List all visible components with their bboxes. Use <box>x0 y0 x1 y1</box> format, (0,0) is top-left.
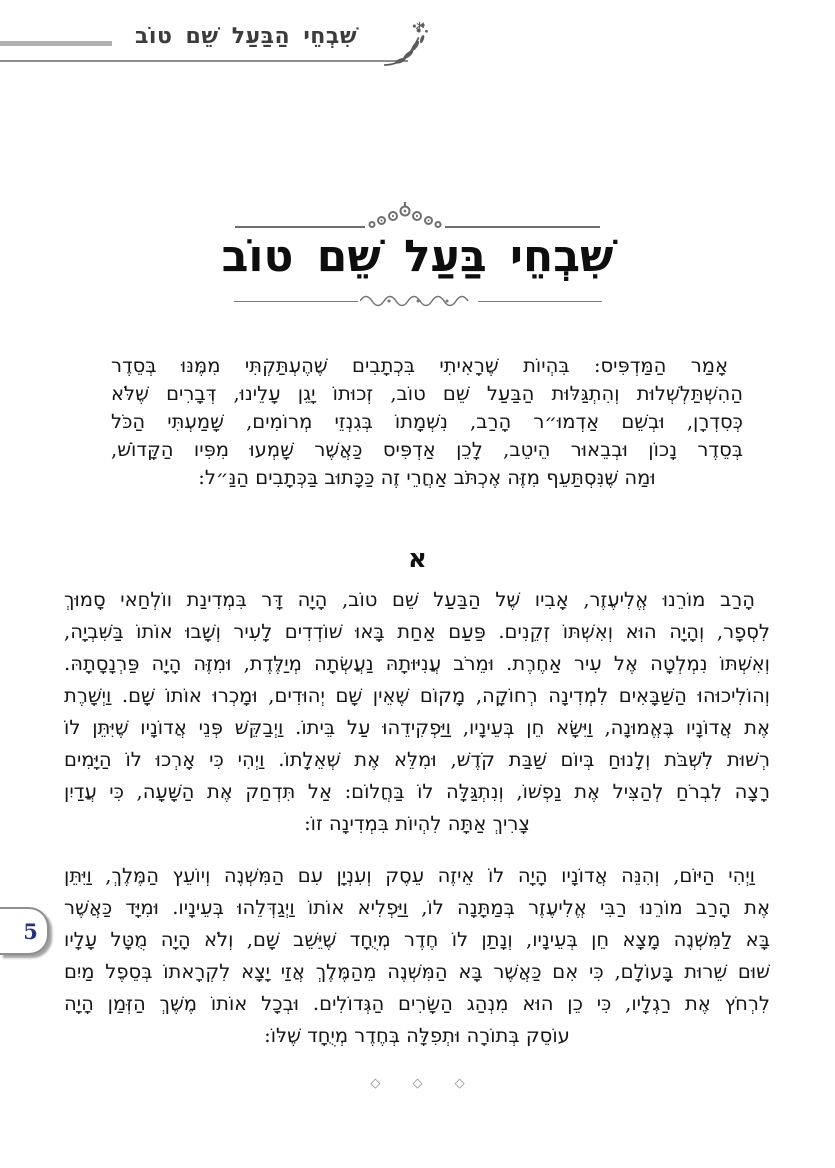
text-line: שׁוּם שֵׁרוּת בָּעוֹלָם, כִּי אִם כַּאֲשֶׁר בָּא הַמִּשְׁנֶה מֵהַמֶּלֶךְ אֲזַי יָצָא לִקְרָאתוֹ בְּסֵפֶל מַיִם <box>64 960 770 983</box>
header-left-dash <box>0 41 112 46</box>
page-number-tab <box>0 907 49 955</box>
wavy-flourish-icon <box>360 294 476 308</box>
text-line: אָמַר הַמַּדְפִּיס: בִּהְיוֹת שֶׁרָאִיתִי בִּכְתָבִים שֶׁהֶעְתַּקְתִּי מִמֶּנּוּ בְּסֵדֶר <box>111 354 728 377</box>
text-line: הָרַב מוֹרֵנוּ אֱלִיעֶזֶר, אָבִיו שֶׁל הַבַּעַל שֵׁם טוֹב, הָיָה דָּר בִּמְדִינַת ווֹלְחַאי סָמוּךְ <box>64 588 755 611</box>
title-rule-left <box>235 226 365 228</box>
text-line: כְּסִדְרָן, וּבְשֵׁם אַדְמוּ״ר הָרַב, נִשְׁמָתוֹ בְּגִנְזֵי מְרוֹמִים, שָׁמַעְתִּי הַכֹּל <box>111 410 743 433</box>
text-line: הַהִשְׁתַּלְשְׁלוּת וְהִתְגַּלּוּת הַבַּעַל שֵׁם טוֹב, זְכוּתוֹ יָגֵן עָלֵינוּ, דְּבָרִים שֶׁלֹּא <box>111 382 743 405</box>
text-line: בְּסֵדֶר נָכוֹן וּבְבֵאוּר הֵיטֵב, לָכֵן אַדְפִּיס כַּאֲשֶׁר שָׁמְעוּ מִפִּיו הַקָּדוֹשׁ, <box>111 438 743 461</box>
section-marker: א <box>408 544 427 574</box>
header-rule <box>0 60 408 62</box>
title-rule-right <box>445 226 600 228</box>
scrollwork-crown-icon <box>367 202 443 230</box>
text-line: וְהוֹלִיכוּהוּ הַשַּׁבָּאִים לִמְדִינָה רְחוֹקָה, מָקוֹם שֶׁאֵין שָׁם יְהוּדִים, וּמָכְרוּ אוֹתוֹ שָׁם. וַיְשָׁרֶת <box>64 684 770 707</box>
floral-sprig-icon <box>384 20 436 72</box>
title-bottom-rule-row <box>0 293 835 309</box>
text-line: בָּא לַמִּשְׁנֶה מָצָא חֵן בְּעֵינָיו, וְנָתַן לוֹ חֶדֶר מְיֻחָד שֶׁיֵּשֵׁב שָׁם, וְלֹא הָיָה מֻטָּל עָלָיו <box>64 928 770 951</box>
footer-diamonds-icon: ◇ ◇ ◇ <box>370 1076 479 1091</box>
text-line: וְאִשְׁתּוֹ נִמְלְטָה אֶל עִיר אַחֶרֶת. וּמֵרֹב עֲנִיּוּתָהּ נַעֲשְׂתָה מְיַלֶּדֶת, וּמִזֶּה הָיָה פַּרְנָסָתָהּ. <box>64 652 770 675</box>
text-line: אֶת אֲדוֹנָיו בֶּאֱמוּנָה, וַיִּשָּׂא חֵן בְּעֵינָיו, וַיַּפְקִידֵהוּ עַל בֵּיתוֹ. וַיְבַקֵּשׁ פְּנֵי אֲדוֹנָיו שֶׁיִּתֵּן לוֹ <box>64 716 770 739</box>
text-line: לִסְפָר, וְהָיָה הוּא וְאִשְׁתּוֹ זְקֵנִים. פַּעַם אַחַת בָּאוּ שׁוֹדְדִים לָעִיר וְשָׁבוּ אוֹתוֹ בַּשִּׁבְיָה, <box>64 620 770 643</box>
body-paragraph <box>64 860 770 1052</box>
title-bottom-rule-right <box>478 301 602 302</box>
page-title: שִׁבְחֵי בַּעַל שֵׁם טוֹב <box>221 231 614 282</box>
body-paragraph <box>64 584 770 840</box>
text-line: לִרְחֹץ אֶת רַגְלָיו, כִּי כֵן הוּא מִנְהַג הַשָּׂרִים הַגְּדוֹלִים. וּבְכָל אוֹתוֹ מֶשֶׁךְ הַזְּמַן הָיָה <box>64 992 770 1015</box>
text-line: וּמַה שֶּׁנִּסְתַּעֵף מִזֶּה אֶכְתֹּב אַחֲרֵי זֶה כַּכָּתוּב בַּכְּתָבִים הַנַּ״ל: <box>198 466 656 489</box>
text-line: וַיְהִי הַיּוֹם, וְהִנֵּה אֲדוֹנָיו הָיָה לוֹ אֵיזֶה עֵסֶק וְעִנְיָן עִם הַמִּשְׁנֶה וְיוֹעֵץ הַמֶּלֶךְ, וַיִּתֵּן <box>64 864 755 887</box>
text-line: צָרִיךְ אַתָּה לִהְיוֹת בִּמְדִינָה זוֹ: <box>304 812 530 835</box>
text-line: אֶת הָרַב מוֹרֵנוּ רַבִּי אֱלִיעֶזֶר בְּמַתָּנָה לוֹ, וַיַּפְלִיא אוֹתוֹ וַיְגַדְּלֵהוּ בְּעֵינָיו. וּמִיָּד כַּאֲשֶׁר <box>64 896 770 919</box>
title-bottom-rule-left <box>234 301 358 302</box>
text-line: רְשׁוּת לִשְׁבֹּת וְלָנוּחַ בְּיוֹם שַׁבַּת קֹדֶשׁ, וּמִלֵּא אֶת שְׁאֵלָתוֹ. וַיְהִי כִּי אָרְכוּ לוֹ הַיָּמִים <box>64 748 770 771</box>
text-line: רָצָה לִבְרֹחַ לְהַצִּיל אֶת נַפְשׁוֹ, וְנִתְגַּלָּה לוֹ בַּחֲלוֹם: אַל תִּדְחַק אֶת הַשָּׁעָה, כִּי עֲדַיִן <box>64 780 770 803</box>
page-number: 5 <box>23 918 38 944</box>
text-line: עוֹסֵק בְּתוֹרָה וּתְפִלָּה בְּחֶדֶר מְיֻחָד שֶׁלּוֹ: <box>264 1024 570 1047</box>
title-top-rule-row <box>0 202 835 230</box>
intro-paragraph <box>111 352 743 492</box>
running-header-title: שִׁבְחֵי הַבַּעַל שֵׁם טוֹב <box>134 24 358 49</box>
